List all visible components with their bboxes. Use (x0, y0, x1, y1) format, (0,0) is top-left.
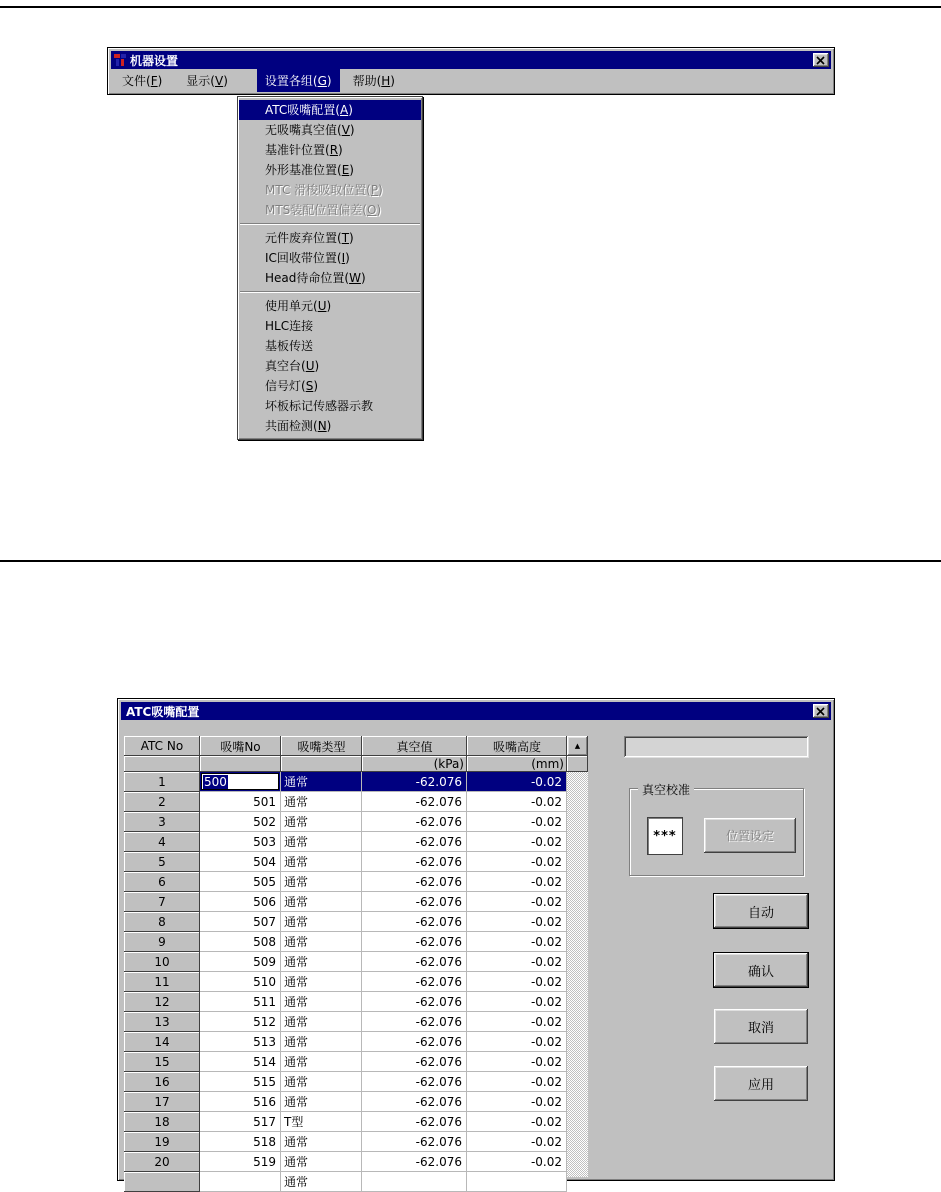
menu-item[interactable] (239, 376, 421, 396)
menu-item[interactable] (239, 200, 421, 220)
up-arrow-icon: ▲ (574, 742, 581, 750)
cell-nozzle-type[interactable]: 通常 (281, 792, 362, 812)
cell-atc-no[interactable]: 5 (124, 852, 200, 872)
dialog-close-button[interactable] (813, 704, 829, 718)
cell-nozzle-height[interactable]: -0.02 (467, 912, 567, 932)
dialog-button[interactable]: 应用 (714, 1066, 808, 1101)
cell-nozzle-no[interactable] (200, 852, 281, 872)
cell-atc-no[interactable]: 10 (124, 952, 200, 972)
table-row[interactable] (124, 972, 567, 992)
table-body (124, 772, 567, 1189)
cell-nozzle-no[interactable] (200, 812, 281, 832)
cell-atc-no[interactable]: 18 (124, 1112, 200, 1132)
cell-nozzle-height[interactable]: -0.02 (467, 832, 567, 852)
settings-window (107, 47, 835, 95)
cell-nozzle-type[interactable]: 通常 (281, 832, 362, 852)
cell-vacuum-value[interactable]: -62.076 (362, 852, 467, 872)
cell-atc-no[interactable]: 20 (124, 1152, 200, 1172)
settings-window-title: 机器设置 (130, 53, 179, 68)
menu-bar (111, 69, 831, 91)
cell-vacuum-value[interactable]: -62.076 (362, 792, 467, 812)
scrollbar-spacer (567, 756, 588, 772)
table-row[interactable] (124, 1172, 567, 1192)
menu-item-label: MTC 滑梭吸取位置(P) (265, 183, 383, 197)
nozzle-no-value: 511 (253, 994, 276, 1009)
nozzle-no-value: 505 (253, 874, 276, 889)
nozzle-table (124, 736, 588, 1189)
cell-nozzle-no[interactable] (200, 1012, 281, 1032)
cell-nozzle-height[interactable]: -0.02 (467, 952, 567, 972)
info-box[interactable] (624, 736, 809, 758)
menu-item-label: 坏板标记传感器示教 (265, 399, 374, 413)
cell-nozzle-no[interactable] (200, 1152, 281, 1172)
table-unit-cell: (mm) (467, 756, 567, 772)
cell-nozzle-no[interactable] (200, 992, 281, 1012)
vacuum-calibration-group (629, 783, 804, 876)
nozzle-no-value: 514 (253, 1054, 276, 1069)
cell-nozzle-no[interactable] (200, 912, 281, 932)
table-row[interactable] (124, 1012, 567, 1032)
table-row[interactable] (124, 912, 567, 932)
nozzle-no-value: 515 (253, 1074, 276, 1089)
cell-atc-no[interactable] (124, 1172, 200, 1192)
cell-vacuum-value[interactable]: -62.076 (362, 1052, 467, 1072)
cell-vacuum-value[interactable] (362, 1172, 467, 1192)
cell-nozzle-no[interactable] (200, 932, 281, 952)
menu-item-label: 外形基准位置(E) (265, 163, 354, 177)
cell-atc-no[interactable]: 15 (124, 1052, 200, 1072)
cell-nozzle-no[interactable] (200, 872, 281, 892)
cell-nozzle-height[interactable]: -0.02 (467, 1032, 567, 1052)
cell-vacuum-value[interactable]: -62.076 (362, 812, 467, 832)
nozzle-no-value: 501 (253, 794, 276, 809)
nozzle-no-value: 502 (253, 814, 276, 829)
cell-atc-no[interactable]: 14 (124, 1032, 200, 1052)
menu-item[interactable] (239, 356, 421, 376)
nozzle-no-value: 507 (253, 914, 276, 929)
menu-item-label: 基准针位置(R) (265, 143, 343, 157)
cell-nozzle-type[interactable]: 通常 (281, 1152, 362, 1172)
scrollbar-track[interactable] (567, 772, 588, 1177)
table-row[interactable] (124, 952, 567, 972)
table-row[interactable] (124, 1152, 567, 1172)
cell-nozzle-height[interactable]: -0.02 (467, 1112, 567, 1132)
table-row[interactable] (124, 892, 567, 912)
menubar-item[interactable] (345, 69, 403, 92)
cell-nozzle-no[interactable] (200, 972, 281, 992)
cell-nozzle-height[interactable]: -0.02 (467, 772, 567, 792)
cell-vacuum-value[interactable]: -62.076 (362, 1032, 467, 1052)
cell-vacuum-value[interactable]: -62.076 (362, 892, 467, 912)
cell-vacuum-value[interactable]: -62.076 (362, 912, 467, 932)
table-header-cell: 吸嘴高度 (467, 736, 567, 756)
close-icon (817, 708, 825, 715)
nozzle-no-value: 509 (253, 954, 276, 969)
menu-item-label: 真空台(U) (265, 359, 320, 373)
menu-item[interactable] (239, 160, 421, 180)
table-row[interactable] (124, 772, 567, 792)
cell-nozzle-no[interactable] (200, 952, 281, 972)
menu-item-label: 无吸嘴真空值(V) (265, 123, 355, 137)
menubar-item[interactable] (178, 69, 236, 92)
menu-item-label: ATC吸嘴配置(A) (265, 103, 353, 117)
menu-item-label: 共面检测(N) (265, 419, 332, 433)
cell-nozzle-height[interactable]: -0.02 (467, 1072, 567, 1092)
cell-nozzle-type[interactable]: 通常 (281, 872, 362, 892)
menu-item[interactable] (239, 120, 421, 140)
table-unit-cell (281, 756, 362, 772)
dialog-titlebar[interactable] (121, 702, 831, 720)
cell-nozzle-no[interactable] (200, 1172, 281, 1192)
dialog-title: ATC吸嘴配置 (126, 704, 200, 719)
table-row[interactable] (124, 1112, 567, 1132)
dialog-button[interactable]: 确认 (714, 953, 808, 987)
cell-nozzle-height[interactable]: -0.02 (467, 992, 567, 1012)
cell-atc-no[interactable]: 3 (124, 812, 200, 832)
cell-atc-no[interactable]: 16 (124, 1072, 200, 1092)
cell-nozzle-type[interactable]: 通常 (281, 772, 362, 792)
cell-nozzle-height[interactable]: -0.02 (467, 972, 567, 992)
cell-nozzle-type[interactable]: 通常 (281, 1072, 362, 1092)
table-units-row (124, 756, 588, 772)
cell-vacuum-value[interactable]: -62.076 (362, 772, 467, 792)
cell-nozzle-type[interactable]: T型 (281, 1112, 362, 1132)
cell-nozzle-height[interactable]: -0.02 (467, 792, 567, 812)
cell-atc-no[interactable]: 17 (124, 1092, 200, 1112)
table-unit-cell (124, 756, 200, 772)
separator-line-top (0, 6, 941, 8)
cell-vacuum-value[interactable]: -62.076 (362, 1092, 467, 1112)
nozzle-no-value: 503 (253, 834, 276, 849)
table-row[interactable] (124, 852, 567, 872)
cell-nozzle-type[interactable]: 通常 (281, 972, 362, 992)
close-icon (817, 57, 825, 64)
cell-nozzle-height[interactable] (467, 1172, 567, 1192)
cell-nozzle-height[interactable]: -0.02 (467, 852, 567, 872)
dialog-button[interactable]: 自动 (714, 894, 808, 928)
cell-nozzle-height[interactable]: -0.02 (467, 892, 567, 912)
cell-vacuum-value[interactable]: -62.076 (362, 1072, 467, 1092)
menu-item[interactable] (239, 180, 421, 200)
cell-atc-no[interactable]: 11 (124, 972, 200, 992)
menu-item-label: 基板传送 (265, 339, 314, 353)
table-row[interactable] (124, 1092, 567, 1112)
menu-item[interactable] (239, 100, 421, 120)
cell-nozzle-no[interactable] (200, 792, 281, 812)
nozzle-no-value: 519 (253, 1154, 276, 1169)
cell-vacuum-value[interactable]: -62.076 (362, 972, 467, 992)
cell-atc-no[interactable]: 1 (124, 772, 200, 792)
cell-vacuum-value[interactable]: -62.076 (362, 1152, 467, 1172)
table-header-cell: 吸嘴类型 (281, 736, 362, 756)
cell-nozzle-type[interactable]: 通常 (281, 1132, 362, 1152)
cell-atc-no[interactable]: 12 (124, 992, 200, 1012)
cell-nozzle-no[interactable] (200, 892, 281, 912)
cell-nozzle-type[interactable]: 通常 (281, 1052, 362, 1072)
cell-nozzle-type[interactable]: 通常 (281, 912, 362, 932)
cell-nozzle-no[interactable] (200, 772, 281, 792)
cell-atc-no[interactable]: 2 (124, 792, 200, 812)
menu-item[interactable] (239, 268, 421, 288)
menu-item[interactable] (239, 248, 421, 268)
menu-item[interactable] (239, 296, 421, 316)
menu-item-label: 元件废弃位置(T) (265, 231, 354, 245)
nozzle-edit-selected-text: 500 (204, 774, 227, 789)
menu-item[interactable] (239, 336, 421, 356)
settings-groups-dropdown-menu (237, 96, 423, 440)
cell-nozzle-type[interactable]: 通常 (281, 812, 362, 832)
dialog-button[interactable]: 取消 (714, 1009, 808, 1044)
table-header-cell: 吸嘴No (200, 736, 281, 756)
vacuum-calibration-label: 真空校准 (638, 781, 694, 798)
nozzle-no-value: 517 (253, 1114, 276, 1129)
separator-line-middle (0, 560, 941, 562)
cell-atc-no[interactable]: 8 (124, 912, 200, 932)
nozzle-no-value: 512 (253, 1014, 276, 1029)
cell-vacuum-value[interactable]: -62.076 (362, 832, 467, 852)
menu-item-label: MTS装配位置偏差(O) (265, 203, 382, 217)
menu-item[interactable] (239, 416, 421, 436)
cell-nozzle-no[interactable] (200, 1032, 281, 1052)
table-row[interactable] (124, 992, 567, 1012)
table-row[interactable] (124, 872, 567, 892)
menubar-item-label: 设置各组(G) (264, 73, 332, 88)
menu-item-label: 信号灯(S) (265, 379, 318, 393)
menubar-item-label: 文件(F) (122, 73, 163, 88)
menu-item[interactable] (239, 316, 421, 336)
cell-vacuum-value[interactable]: -62.076 (362, 992, 467, 1012)
cell-atc-no[interactable]: 19 (124, 1132, 200, 1152)
menubar-item-label: 显示(V) (186, 73, 228, 88)
cell-nozzle-type[interactable]: 通常 (281, 952, 362, 972)
cell-nozzle-height[interactable]: -0.02 (467, 1052, 567, 1072)
app-icon (113, 53, 127, 67)
cell-atc-no[interactable]: 6 (124, 872, 200, 892)
table-header-cell: 真空值 (362, 736, 467, 756)
nozzle-edit-field[interactable] (201, 773, 279, 790)
menu-item[interactable] (239, 396, 421, 416)
cell-atc-no[interactable]: 4 (124, 832, 200, 852)
menu-item[interactable] (239, 220, 421, 228)
cell-nozzle-height[interactable]: -0.02 (467, 1012, 567, 1032)
cell-nozzle-height[interactable]: -0.02 (467, 1092, 567, 1112)
menu-item[interactable] (239, 288, 421, 296)
cell-nozzle-no[interactable] (200, 1112, 281, 1132)
cell-nozzle-type[interactable]: 通常 (281, 1012, 362, 1032)
cell-nozzle-height[interactable]: -0.02 (467, 1132, 567, 1152)
nozzle-no-value: 504 (253, 854, 276, 869)
cell-nozzle-height[interactable]: -0.02 (467, 932, 567, 952)
menu-item-label: HLC连接 (265, 319, 314, 333)
table-row[interactable] (124, 792, 567, 812)
position-set-button[interactable]: 位置设定 (704, 818, 796, 853)
table-row[interactable] (124, 1032, 567, 1052)
menubar-item-label: 帮助(H) (352, 73, 395, 88)
table-row[interactable] (124, 1052, 567, 1072)
cell-nozzle-height[interactable]: -0.02 (467, 872, 567, 892)
menu-item-label: IC回收带位置(I) (265, 251, 350, 265)
scrollbar-up-button[interactable] (567, 736, 588, 756)
menu-item-label: 使用单元(U) (265, 299, 332, 313)
cell-vacuum-value[interactable]: -62.076 (362, 1112, 467, 1132)
cell-nozzle-height[interactable]: -0.02 (467, 1152, 567, 1172)
settings-titlebar[interactable] (111, 51, 831, 69)
cell-nozzle-type[interactable]: 通常 (281, 1092, 362, 1112)
table-row[interactable] (124, 932, 567, 952)
nozzle-no-value: 518 (253, 1134, 276, 1149)
cell-nozzle-no[interactable] (200, 832, 281, 852)
cell-nozzle-type[interactable]: 通常 (281, 852, 362, 872)
cell-atc-no[interactable]: 13 (124, 1012, 200, 1032)
cell-nozzle-no[interactable] (200, 1072, 281, 1092)
nozzle-no-value: 513 (253, 1034, 276, 1049)
atc-nozzle-config-dialog (117, 698, 835, 1189)
nozzle-no-value: 510 (253, 974, 276, 989)
table-unit-cell (200, 756, 281, 772)
cell-vacuum-value[interactable]: -62.076 (362, 872, 467, 892)
table-row[interactable] (124, 1132, 567, 1152)
menu-item-label: Head待命位置(W) (265, 271, 366, 285)
table-row[interactable] (124, 812, 567, 832)
cell-nozzle-type[interactable]: 通常 (281, 892, 362, 912)
cell-vacuum-value[interactable]: -62.076 (362, 1012, 467, 1032)
cell-vacuum-value[interactable]: -62.076 (362, 1132, 467, 1152)
vacuum-calibration-value-box: *** (647, 817, 683, 855)
cell-atc-no[interactable]: 7 (124, 892, 200, 912)
table-unit-cell: (kPa) (362, 756, 467, 772)
cell-nozzle-type[interactable]: 通常 (281, 1032, 362, 1052)
menu-item[interactable] (239, 140, 421, 160)
table-row[interactable] (124, 832, 567, 852)
cell-nozzle-no[interactable] (200, 1052, 281, 1072)
menu-item[interactable] (239, 228, 421, 248)
table-header-cell: ATC No (124, 736, 200, 756)
cell-atc-no[interactable]: 9 (124, 932, 200, 952)
nozzle-no-value: 508 (253, 934, 276, 949)
nozzle-no-value: 506 (253, 894, 276, 909)
table-header-row (124, 736, 588, 756)
nozzle-no-value: 516 (253, 1094, 276, 1109)
cell-nozzle-type[interactable]: 通常 (281, 932, 362, 952)
cell-nozzle-height[interactable]: -0.02 (467, 812, 567, 832)
cell-vacuum-value[interactable]: -62.076 (362, 932, 467, 952)
cell-nozzle-no[interactable] (200, 1092, 281, 1112)
cell-vacuum-value[interactable]: -62.076 (362, 952, 467, 972)
menubar-item[interactable] (257, 69, 340, 92)
menubar-item[interactable] (114, 69, 170, 92)
cell-nozzle-type[interactable]: 通常 (281, 992, 362, 1012)
table-row[interactable] (124, 1072, 567, 1092)
cell-nozzle-type[interactable]: 通常 (281, 1172, 362, 1192)
settings-close-button[interactable] (813, 53, 829, 67)
cell-nozzle-no[interactable] (200, 1132, 281, 1152)
